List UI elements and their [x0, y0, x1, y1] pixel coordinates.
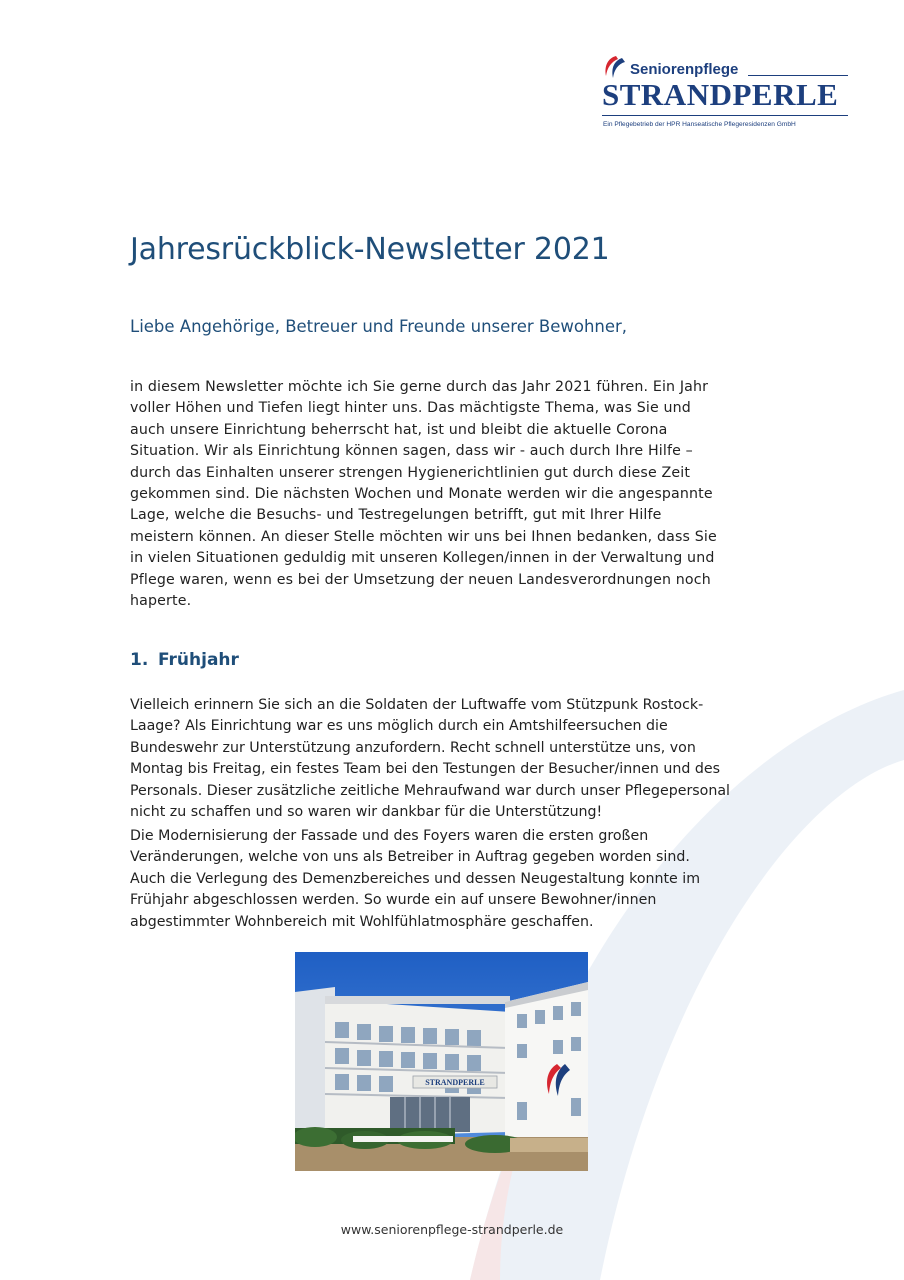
text-line: Pflege waren, wenn es bei der Umsetzung der neuen Landesverordnungen noch [130, 571, 711, 588]
company-logo [598, 52, 852, 136]
text-line: Die Modernisierung der Fassade und des Foyers waren die ersten großen [130, 828, 649, 844]
section-title: Frühjahr [158, 650, 239, 670]
page-title: Jahresrückblick-Newsletter 2021 [130, 232, 610, 267]
text-line: Situation. Wir als Einrichtung können sagen, dass wir - auch durch Ihre Hilfe – [130, 443, 693, 460]
text-line: Personals. Dieser zusätzliche zeitliche Mehraufwand war durch unser Pflegepersonal [130, 782, 730, 799]
text-line: gekommen sind. Die nächsten Wochen und Monate werden wir die angespannte [130, 486, 713, 503]
text-line: Laage? Als Einrichtung war es uns möglich durch ein Amtshilfeersuchen die [130, 718, 668, 735]
text-line: Bundeswehr zur Unterstützung anzufordern. Recht schnell unterstütze uns, von [130, 739, 696, 756]
text-line: haperte. [130, 593, 192, 610]
text-line: voller Höhen und Tiefen liegt hinter uns. Das mächtigste Thema, was Sie und [130, 400, 691, 417]
logo-subtitle: Ein Pflegebetrieb der HPR Hanseatische Pflegeresidenzen GmbH [603, 121, 796, 128]
text-line: Lage, welche die Besuchs- und Testregelungen betrifft, gut mit Ihrer Hilfe [130, 507, 662, 524]
text-line: Montag bis Freitag, ein festes Team bei den Testungen der Besucher/innen und des [130, 761, 721, 778]
logo-top-text: Seniorenpflege [630, 61, 739, 78]
footer-url: www.seniorenpflege-strandperle.de [340, 1222, 564, 1237]
text-line: in diesem Newsletter möchte ich Sie gerne durch das Jahr 2021 führen. Ein Jahr [130, 379, 709, 395]
text-line: in vielen Situationen geduldig mit unseren Kollegen/innen in der Verwaltung und [130, 550, 715, 567]
intro-paragraph [130, 377, 790, 612]
section-heading-fruehjahr [130, 650, 239, 670]
logo-divider-bottom [602, 115, 848, 116]
greeting: Liebe Angehörige, Betreuer und Freunde unserer Bewohner, [130, 317, 628, 336]
text-line: meistern können. An dieser Stelle möchten wir uns bei Ihnen bedanken, dass Sie [130, 528, 717, 545]
building-photo [295, 952, 588, 1171]
text-line: Veränderungen, welche von uns als Betreiber in Auftrag gegeben worden sind. [130, 849, 690, 866]
text-line: durch das Einhalten unserer strengen Hygienerichtlinien gut durch diese Zeit [130, 464, 691, 481]
text-line: Vielleich erinnern Sie sich an die Soldaten der Luftwaffe vom Stützpunk Rostock- [130, 697, 704, 713]
text-line: Auch die Verlegung des Demenzbereiches und dessen Neugestaltung konnte im [130, 870, 701, 887]
building-sign-text: STRANDPERLE [425, 1078, 485, 1087]
text-line: abgestimmter Wohnbereich mit Wohlfühlatmosphäre geschaffen. [130, 913, 594, 930]
text-line: Frühjahr abgeschlossen werden. So wurde ein auf unsere Bewohner/innen [130, 892, 657, 909]
fruehjahr-paragraph-1 [130, 695, 790, 823]
building-illustration [295, 952, 588, 1171]
section-number: 1. [130, 650, 149, 670]
text-line: auch unsere Einrichtung beherrscht hat, ist und bleibt die aktuelle Corona [130, 421, 668, 438]
logo-main-text: STRANDPERLE [602, 77, 839, 112]
logo-divider [748, 75, 848, 76]
fruehjahr-paragraph-2 [130, 826, 790, 933]
text-line: nicht zu schaffen und so waren wir dankbar für die Unterstützung! [130, 804, 603, 821]
